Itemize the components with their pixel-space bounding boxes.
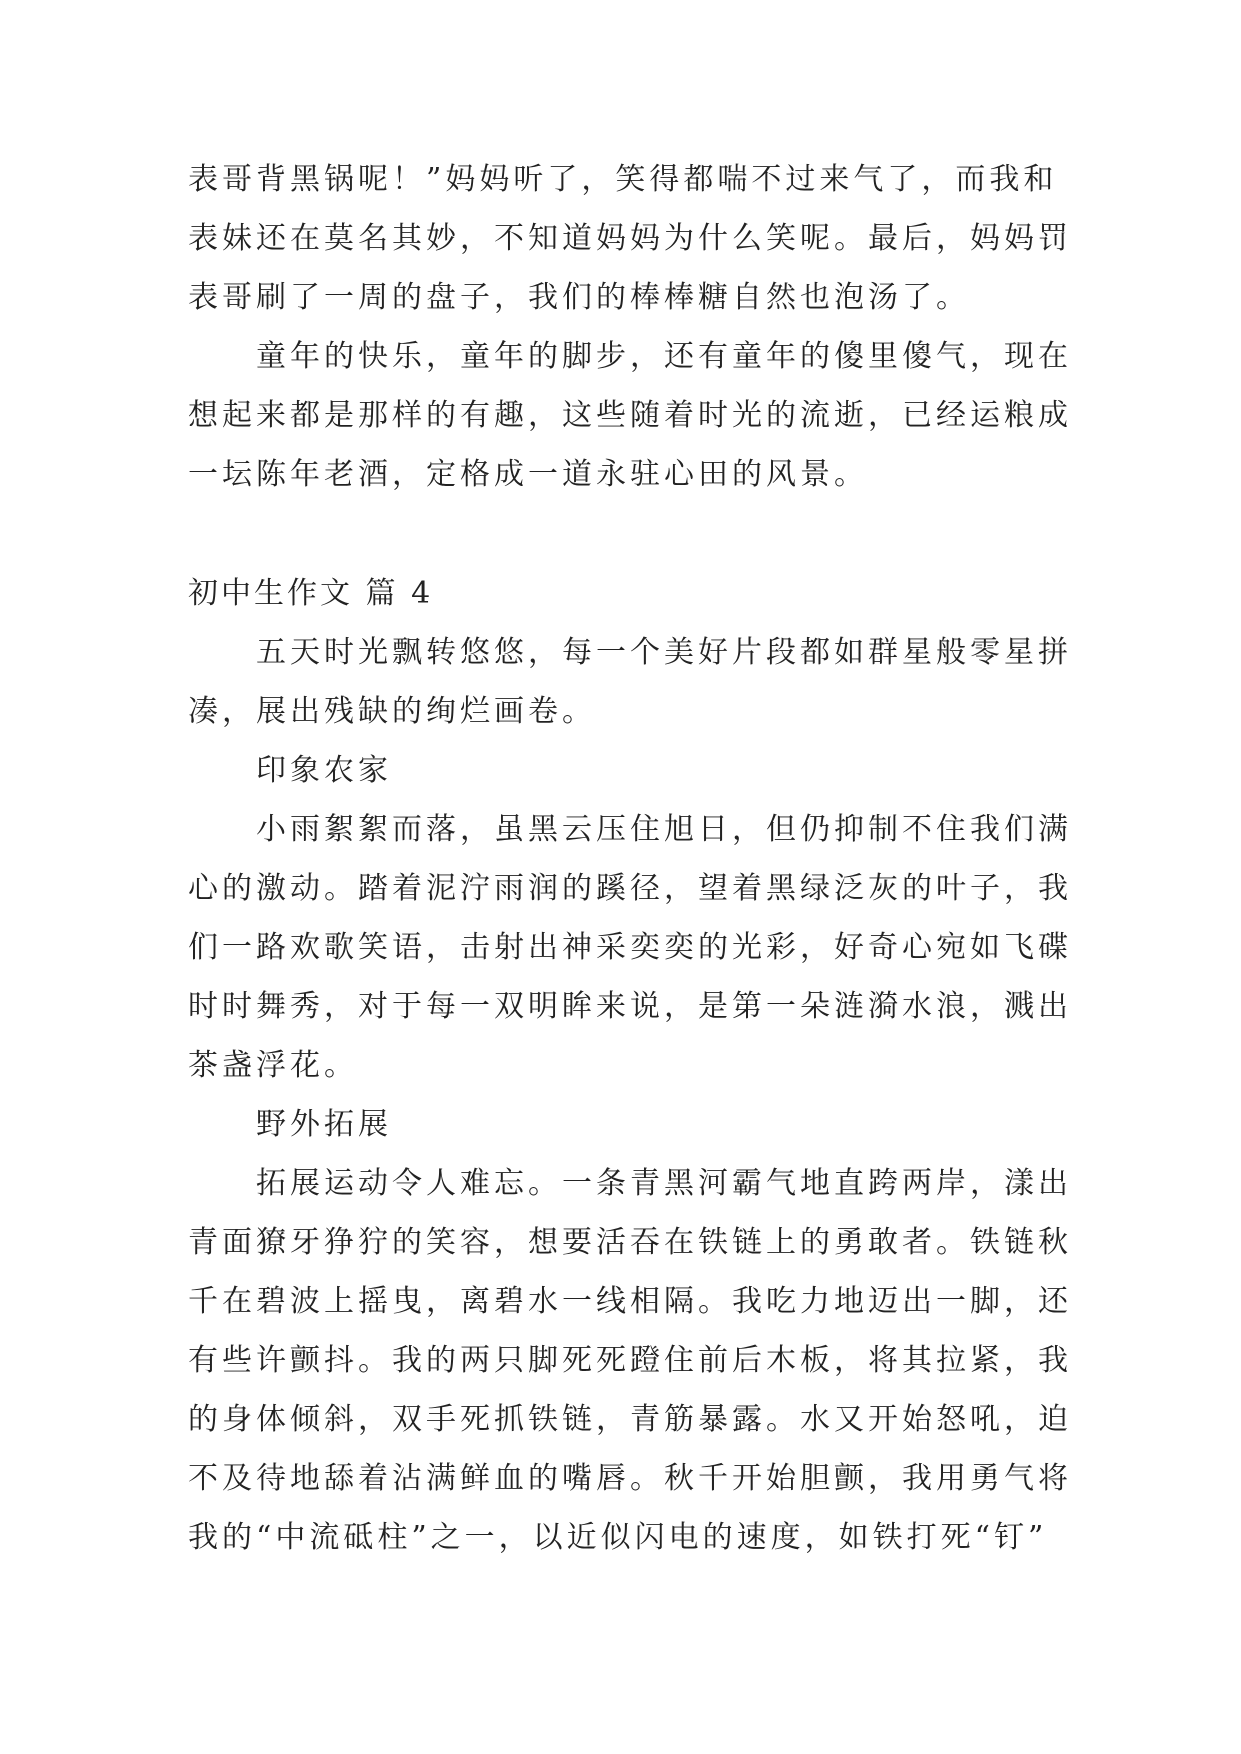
- subheading: 印象农家: [256, 753, 392, 788]
- text-line: 不及待地舔着沾满鲜血的嘴唇。秋千开始胆颤，我用勇气将: [188, 1461, 1072, 1496]
- text-line: 千在碧波上摇曳，离碧水一线相隔。我吃力地迈出一脚，还: [188, 1284, 1072, 1319]
- subheading: 野外拓展: [256, 1107, 392, 1142]
- section-title: 初中生作文 篇 4: [188, 576, 434, 611]
- section-spacer: [188, 504, 1048, 564]
- text-line: 表哥刷了一周的盘子，我们的棒棒糖自然也泡汤了。: [188, 280, 970, 315]
- text-line: 小雨絮絮而落，虽黑云压住旭日，但仍抑制不住我们满: [256, 812, 1072, 847]
- text-line: 心的激动。踏着泥泞雨润的蹊径，望着黑绿泛灰的叶子，我: [188, 871, 1072, 906]
- text-line: 茶盏浮花。: [188, 1048, 358, 1083]
- text-line: 童年的快乐，童年的脚步，还有童年的傻里傻气，现在: [256, 339, 1072, 374]
- text-line: 表妹还在莫名其妙，不知道妈妈为什么笑呢。最后，妈妈罚: [188, 221, 1072, 256]
- text-line: 时时舞秀，对于每一双明眸来说，是第一朵涟漪水浪，溅出: [188, 989, 1072, 1024]
- closing-paragraph: [188, 327, 1072, 504]
- text-line: 的身体倾斜，双手死抓铁链，青筋暴露。水又开始怒吼，迫: [188, 1402, 1072, 1437]
- intro-paragraph: [188, 623, 1072, 741]
- text-line: 想起来都是那样的有趣，这些随着时光的流逝，已经运粮成: [188, 398, 1072, 433]
- text-line: 青面獠牙狰狞的笑容，想要活吞在铁链上的勇敢者。铁链秋: [188, 1225, 1072, 1260]
- text-line: 拓展运动令人难忘。一条青黑河霸气地直跨两岸，漾出: [256, 1166, 1072, 1201]
- paragraph-farm: [188, 800, 1072, 1095]
- text-line: 们一路欢歌笑语，击射出神采奕奕的光彩，好奇心宛如飞碟: [188, 930, 1072, 965]
- paragraph-outdoor: [188, 1154, 1072, 1567]
- text-line: 一坛陈年老酒，定格成一道永驻心田的风景。: [188, 457, 868, 492]
- text-line: 有些许颤抖。我的两只脚死死蹬住前后木板，将其拉紧，我: [188, 1343, 1072, 1378]
- previous-section-ending: [188, 150, 1072, 327]
- document-body: [188, 150, 1072, 1567]
- text-line: 我的“中流砥柱”之一，以近似闪电的速度，如铁打死“钉”: [188, 1520, 1048, 1555]
- text-line: 凑，展出残缺的绚烂画卷。: [188, 694, 596, 729]
- text-line: 五天时光飘转悠悠，每一个美好片段都如群星般零星拼: [256, 635, 1072, 670]
- text-line: 表哥背黑锅呢！”妈妈听了，笑得都喘不过来气了，而我和: [188, 162, 1058, 197]
